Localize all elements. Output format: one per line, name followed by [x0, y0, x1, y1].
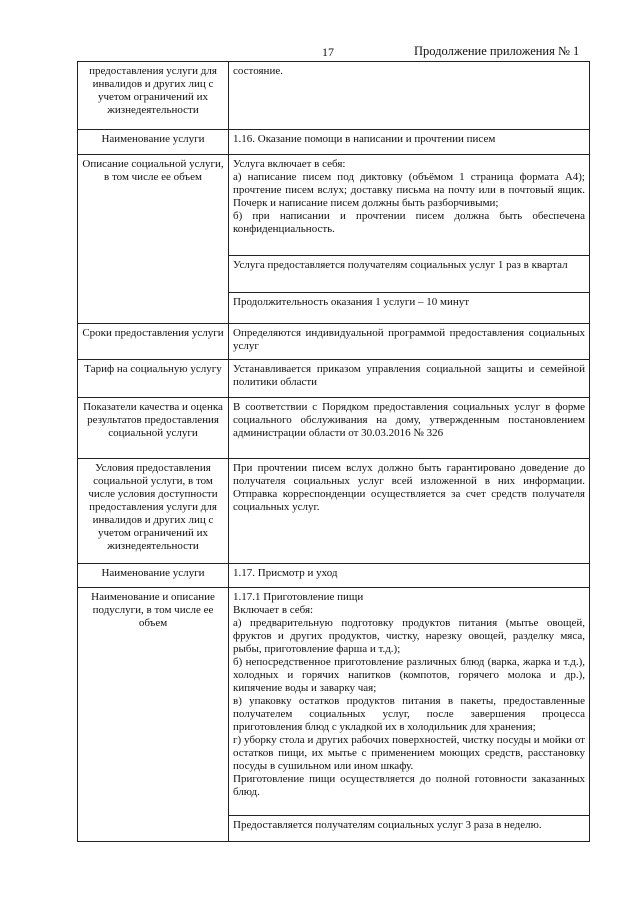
row-label: Наименование услуги [78, 564, 229, 588]
row-value [229, 588, 590, 816]
value-line: Услуга включает в себя: [233, 158, 346, 170]
row-value: состояние. [229, 62, 590, 130]
table-row [78, 130, 590, 155]
row-value: Услуга предоставляется получателям социальных услуг 1 раз в квартал [229, 256, 590, 293]
row-value: Продолжительность оказания 1 услуги – 10 минут [229, 293, 590, 324]
row-label: Описание социальной услуги, в том числе ее объем [78, 155, 229, 324]
value-line: Включает в себя: [233, 604, 314, 616]
row-value: 1.16. Оказание помощи в написании и прочтении писем [229, 130, 590, 155]
value-line: г) уборку стола и других рабочих поверхностей, чистку посуды и мойки от остатков пищи, их мытье с применением моющих средств, расстановку посуды в сушильном или ином шкафу. [233, 734, 585, 772]
row-value: Предоставляется получателям социальных услуг 3 раза в неделю. [229, 816, 590, 842]
value-line: б) непосредственное приготовление различных блюд (варка, жарка и т.д.), холодных и горячих напитков (компотов, горячего молока и др.), кипячение воды и заварку чая; [233, 656, 585, 694]
row-value: В соответствии с Порядком предоставления социальных услуг в форме социального обслуживания на дому, утвержденным постановлением администрации области от 30.03.2016 № 326 [229, 398, 590, 459]
table-row [78, 459, 590, 564]
value-line: Приготовление пищи осуществляется до полной готовности заказанных блюд. [233, 773, 585, 798]
page-number: 17 [322, 45, 334, 59]
table-row [78, 564, 590, 588]
table-row [78, 324, 590, 360]
value-line: а) предварительную подготовку продуктов питания (мытье овощей, фруктов и других продуктов, чистку, нарезку овощей, разделку мяса, рыбы, приготовление фарша и т.д.); [233, 617, 585, 655]
row-label: предоставления услуги для инвалидов и других лиц с учетом ограничений их жизнедеятельности [78, 62, 229, 130]
value-line: б) при написании и прочтении писем должна быть обеспечена конфиденциальность. [233, 210, 585, 235]
services-table [77, 61, 590, 842]
table-row [78, 398, 590, 459]
row-label: Наименование и описание подуслуги, в том числе ее объем [78, 588, 229, 842]
table-row [78, 155, 590, 256]
row-value: 1.17. Присмотр и уход [229, 564, 590, 588]
value-line: а) написание писем под диктовку (объёмом 1 страница формата А4); прочтение писем вслух; доставку письма на почту или в почтовый ящик. Почерк и написание писем должны быть разборчивыми; [233, 171, 585, 209]
value-line: в) упаковку остатков продуктов питания в пакеты, предоставленные получателем социальных услуг, после завершения процесса приготовления блюд с укладкой их в холодильник для хранения; [233, 695, 585, 733]
row-label: Сроки предоставления услуги [78, 324, 229, 360]
row-label: Наименование услуги [78, 130, 229, 155]
row-value: Устанавливается приказом управления социальной защиты и семейной политики области [229, 360, 590, 398]
continuation-label: Продолжение приложения № 1 [414, 44, 580, 58]
table-row [78, 62, 590, 130]
row-label: Условия предоставления социальной услуги, в том числе условия доступности предоставления услуги для инвалидов и других лиц с учетом ограничений их жизнедеятельности [78, 459, 229, 564]
row-label: Тариф на социальную услугу [78, 360, 229, 398]
table-row [78, 360, 590, 398]
row-value: При прочтении писем вслух должно быть гарантировано доведение до получателя социальных услуг всей изложенной в них информации. Отправка корреспонденции осуществляется за счет средств получателя социальных услуг. [229, 459, 590, 564]
value-line: 1.17.1 Приготовление пищи [233, 591, 364, 603]
row-value: Определяются индивидуальной программой предоставления социальных услуг [229, 324, 590, 360]
row-value [229, 155, 590, 256]
table-row [78, 588, 590, 816]
row-label: Показатели качества и оценка результатов предоставления социальной услуги [78, 398, 229, 459]
